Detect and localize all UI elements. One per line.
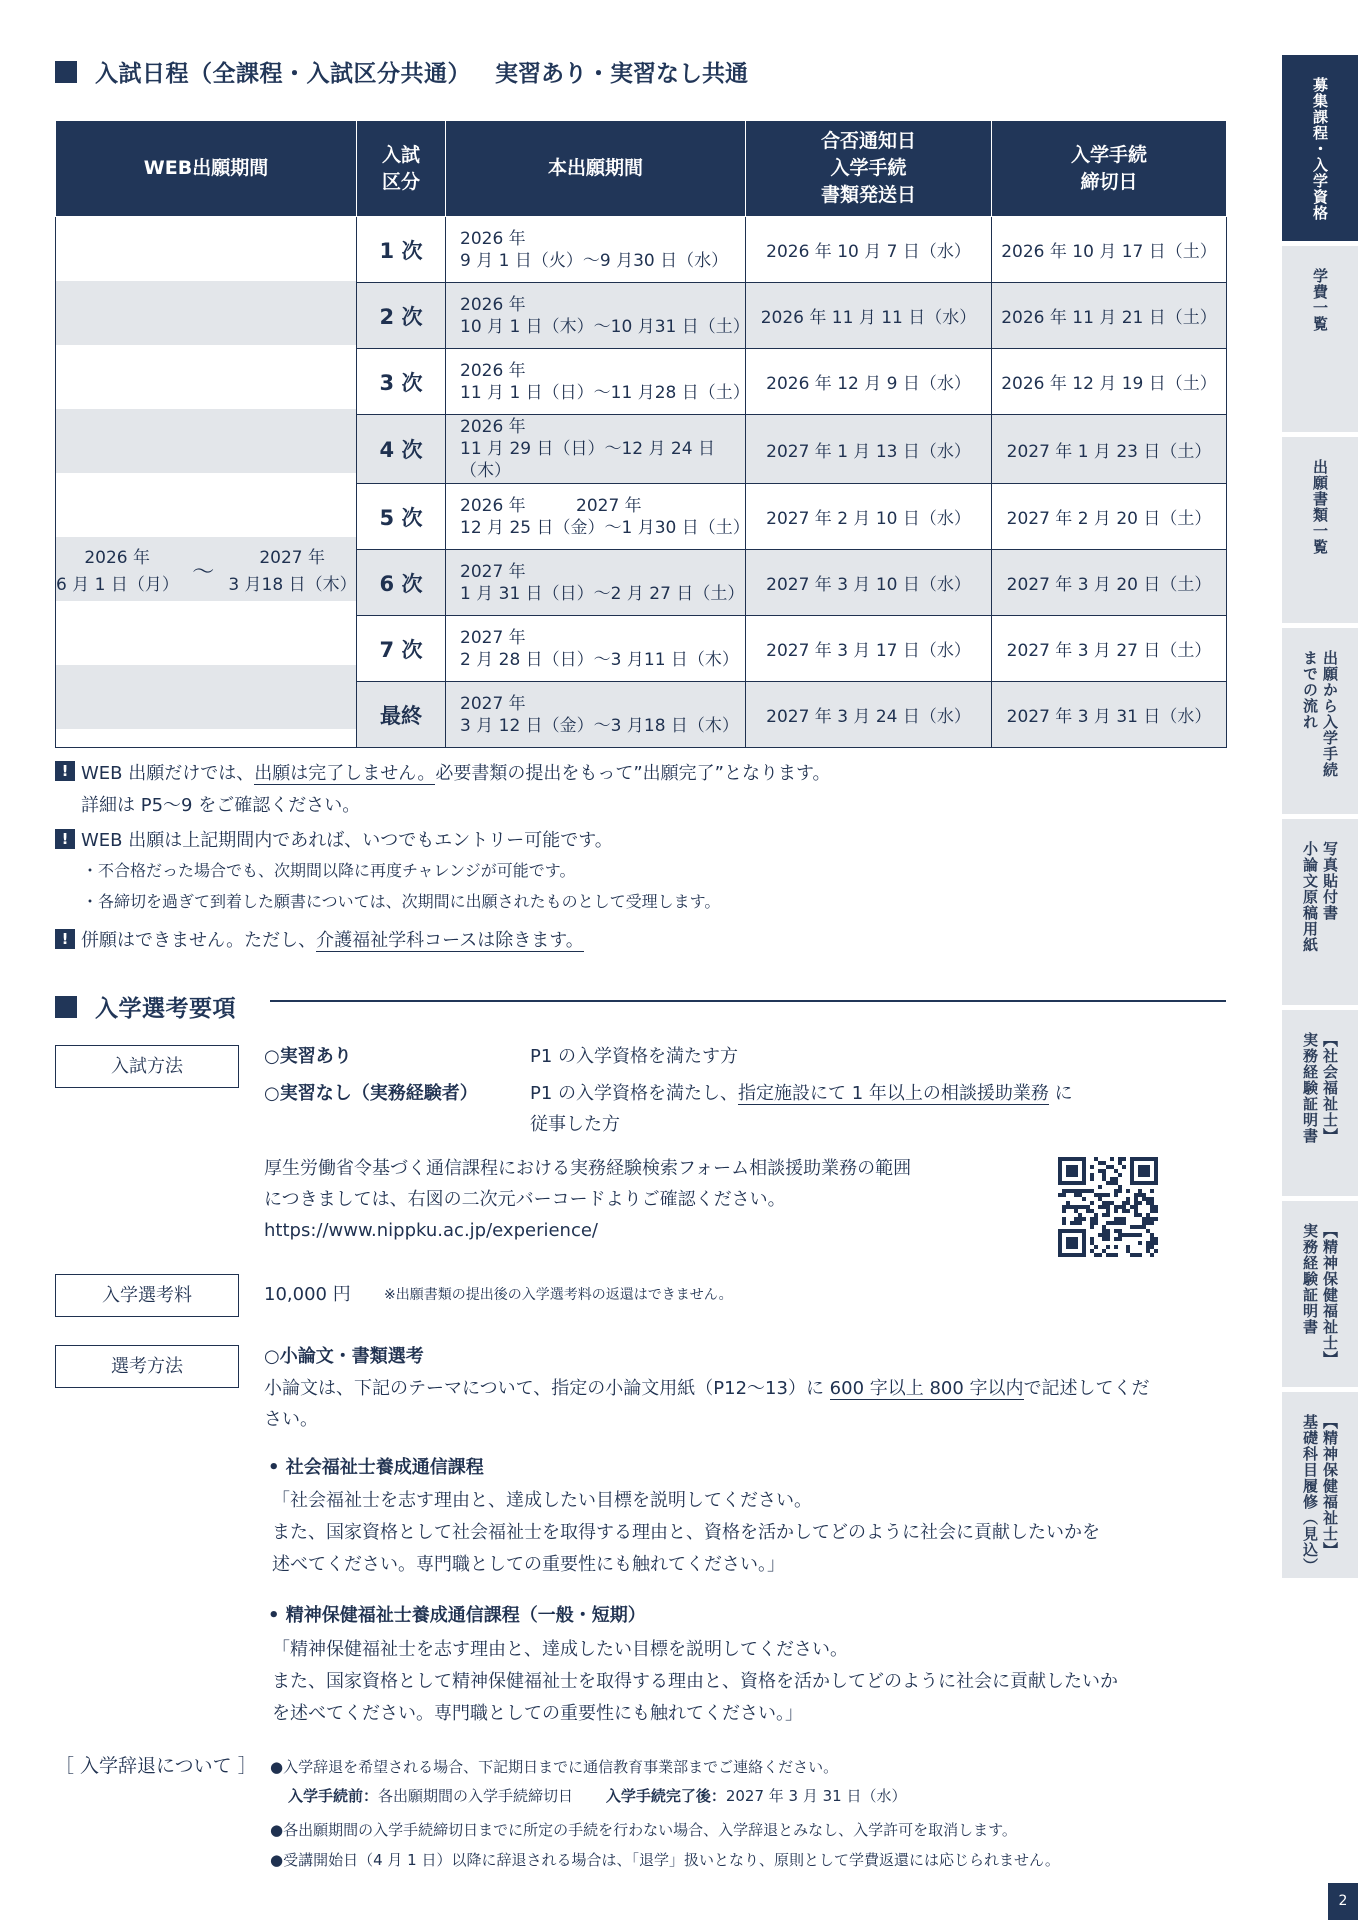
tab-flow[interactable]: 出願から入学手続 までの流れ: [1282, 628, 1358, 814]
tab-documents[interactable]: 出願書類一覧: [1282, 437, 1358, 623]
withdrawal-line3: ●各出願期間の入学手続締切日までに所定の手続を行わない場合、入学辞退とみなし、入学許可を取消します。: [270, 1821, 1017, 1839]
note-entry-anytime: ! WEB 出願は上記期間内であれば、いつでもエントリー可能です。: [55, 826, 613, 852]
notice-cell: 2027 年 3 月 10 日（水）: [746, 550, 992, 616]
header-deadline: 入学手続 締切日: [992, 121, 1227, 217]
header-period: 本出願期間: [446, 121, 746, 217]
tab-admission-qualifications[interactable]: 募集課程・入学資格: [1282, 55, 1358, 241]
withdrawal-line2: 入学手続前：各出願期間の入学手続締切日 入学手続完了後：2027 年 3 月 31 日（水）: [288, 1787, 907, 1805]
exclamation-icon: !: [55, 929, 75, 949]
period-cell: 2026 年 11 月 29 日（日）〜12 月 24 日（木）: [446, 415, 746, 484]
notice-cell: 2027 年 2 月 10 日（水）: [746, 484, 992, 550]
note-application-complete: ! WEB 出願だけでは、出願は完了しません。必要書類の提出をもって”出願完了”となります。 詳細は P5〜9 をご確認ください。: [55, 758, 831, 822]
tab-psw-cert[interactable]: 【精神保健福祉士】 実務経験証明書: [1282, 1201, 1358, 1387]
table-row: [56, 217, 1227, 283]
note-no-multiple: ! 併願はできません。ただし、介護福祉学科コースは除きます。: [55, 926, 584, 952]
withdrawal-line1: ●入学辞退を希望される場合、下記期日までに通信教育事業部までご連絡ください。: [270, 1758, 839, 1776]
round-cell: 1 次: [357, 217, 446, 283]
round-cell: 6 次: [357, 550, 446, 616]
notice-cell: 2027 年 1 月 13 日（水）: [746, 415, 992, 484]
square-bullet-icon: [55, 996, 77, 1018]
experience-info: 厚生労働省令基づく通信課程における実務経験検索フォーム相談援助業務の範囲 につきましては、右図の二次元バーコードよりご確認ください。 https://www.nippku.ac.jp/experience/: [264, 1158, 912, 1241]
round-cell: 4 次: [357, 415, 446, 484]
course2-title: • 精神保健福祉士養成通信課程（一般・短期）: [268, 1605, 646, 1626]
period-cell: 2027 年 3 月 12 日（金）〜3 月18 日（木）: [446, 682, 746, 748]
deadline-cell: 2027 年 1 月 23 日（土）: [992, 415, 1227, 484]
selection-title: 入学選考要項: [95, 996, 236, 1022]
deadline-cell: 2026 年 11 月 21 日（土）: [992, 283, 1227, 349]
tab-photo-essay[interactable]: 写真貼付書 小論文原稿用紙: [1282, 819, 1358, 1005]
header-round: 入試 区分: [357, 121, 446, 217]
fee-amount: 10,000 円: [264, 1284, 351, 1305]
deadline-cell: 2027 年 3 月 31 日（水）: [992, 682, 1227, 748]
table-header-row: [56, 121, 1227, 217]
notice-cell: 2027 年 3 月 17 日（水）: [746, 616, 992, 682]
deadline-cell: 2026 年 12 月 19 日（土）: [992, 349, 1227, 415]
round-cell: 最終: [357, 682, 446, 748]
course1-theme: 「社会福祉士を志す理由と、達成したい目標を説明してください。 また、国家資格として社会福祉士を取得する理由と、資格を活かしてどのように社会に貢献したいかを 述べてください。専門職としての重要性にも触れてください。」: [272, 1490, 1100, 1575]
round-cell: 5 次: [357, 484, 446, 550]
notice-cell: 2027 年 3 月 24 日（水）: [746, 682, 992, 748]
selection-heading: [55, 990, 236, 1023]
period-cell: 2026 年 11 月 1 日（日）〜11 月28 日（土）: [446, 349, 746, 415]
side-tabs: [1282, 55, 1358, 1583]
period-cell: 2027 年 2 月 28 日（日）〜3 月11 日（木）: [446, 616, 746, 682]
tab-psw-basic-courses[interactable]: 【精神保健福祉士】 基礎科目履修（見込）: [1282, 1392, 1358, 1578]
schedule-table: [55, 120, 1227, 748]
deadline-cell: 2026 年 10 月 17 日（土）: [992, 217, 1227, 283]
heading-divider: [270, 1000, 1226, 1002]
page-number: 2: [1328, 1883, 1358, 1920]
subnote-late-application: ・各締切を過ぎて到着した願書については、次期間に出願されたものとして受理します。: [82, 892, 721, 911]
qr-code-icon[interactable]: [1058, 1157, 1158, 1257]
course1-title: • 社会福祉士養成通信課程: [268, 1457, 484, 1478]
essay-instruction: 小論文は、下記のテーマについて、指定の小論文用紙（P12〜13）に 600 字以上 800 字以内で記述してくだ さい。: [264, 1378, 1150, 1430]
notice-cell: 2026 年 12 月 9 日（水）: [746, 349, 992, 415]
deadline-cell: 2027 年 3 月 20 日（土）: [992, 550, 1227, 616]
method-option-practicum-desc: P1 の入学資格を満たす方: [530, 1046, 739, 1067]
round-cell: 3 次: [357, 349, 446, 415]
method-option-experience: ○実習なし（実務経験者）: [264, 1083, 478, 1104]
round-cell: 7 次: [357, 616, 446, 682]
web-period-cell: [56, 217, 357, 748]
schedule-title: 入試日程（全課程・入試区分共通）: [95, 61, 471, 87]
tab-social-worker-cert[interactable]: 【社会福祉士】 実務経験証明書: [1282, 1010, 1358, 1196]
period-cell: 2027 年 1 月 31 日（日）〜2 月 27 日（土）: [446, 550, 746, 616]
selection-heading-text: ○小論文・書類選考: [264, 1346, 424, 1367]
square-bullet-icon: [55, 61, 77, 83]
period-cell: 2026 年 10 月 1 日（木）〜10 月31 日（土）: [446, 283, 746, 349]
exclamation-icon: !: [55, 761, 75, 781]
notice-cell: 2026 年 11 月 11 日（水）: [746, 283, 992, 349]
web-period-range: 2026 年 6 月 1 日（月） 〜 2027 年 3 月18 日（木）: [56, 548, 357, 595]
tab-tuition[interactable]: 学費一覧: [1282, 246, 1358, 432]
method-label: 入試方法: [55, 1045, 239, 1088]
withdrawal-line4: ●受講開始日（4 月 1 日）以降に辞退される場合は、「退学」扱いとなり、原則として学費返還には応じられません。: [270, 1851, 1060, 1869]
period-cell: 2026 年 2027 年 12 月 25 日（金）〜1 月30 日（土）: [446, 484, 746, 550]
schedule-subtitle: 実習あり・実習なし共通: [495, 61, 748, 87]
selection-method-label: 選考方法: [55, 1345, 239, 1388]
schedule-heading: [55, 55, 748, 88]
period-cell: 2026 年 9 月 1 日（火）〜9 月30 日（水）: [446, 217, 746, 283]
subnote-retry: ・不合格だった場合でも、次期間以降に再度チャレンジが可能です。: [82, 861, 576, 880]
fee-label: 入学選考料: [55, 1274, 239, 1317]
exclamation-icon: !: [55, 829, 75, 849]
fee-note: ※出願書類の提出後の入学選考料の返還はできません。: [384, 1287, 733, 1303]
notice-cell: 2026 年 10 月 7 日（水）: [746, 217, 992, 283]
method-option-experience-desc: P1 の入学資格を満たし、指定施設にて 1 年以上の相談援助業務 に 従事した方: [530, 1083, 1073, 1135]
deadline-cell: 2027 年 3 月 27 日（土）: [992, 616, 1227, 682]
round-cell: 2 次: [357, 283, 446, 349]
withdrawal-label: ［ 入学辞退について ］: [55, 1755, 257, 1777]
course2-theme: 「精神保健福祉士を志す理由と、達成したい目標を説明してください。 また、国家資格として精神保健福祉士を取得する理由と、資格を活かしてどのように社会に貢献したいか を述べてください。専門職としての重要性にも触れてください。」: [272, 1639, 1118, 1724]
method-option-practicum: ○実習あり: [264, 1046, 352, 1067]
header-web-period: WEB出願期間: [56, 121, 357, 217]
experience-url[interactable]: https://www.nippku.ac.jp/experience/: [264, 1220, 598, 1241]
header-notice: 合否通知日 入学手続 書類発送日: [746, 121, 992, 217]
deadline-cell: 2027 年 2 月 20 日（土）: [992, 484, 1227, 550]
